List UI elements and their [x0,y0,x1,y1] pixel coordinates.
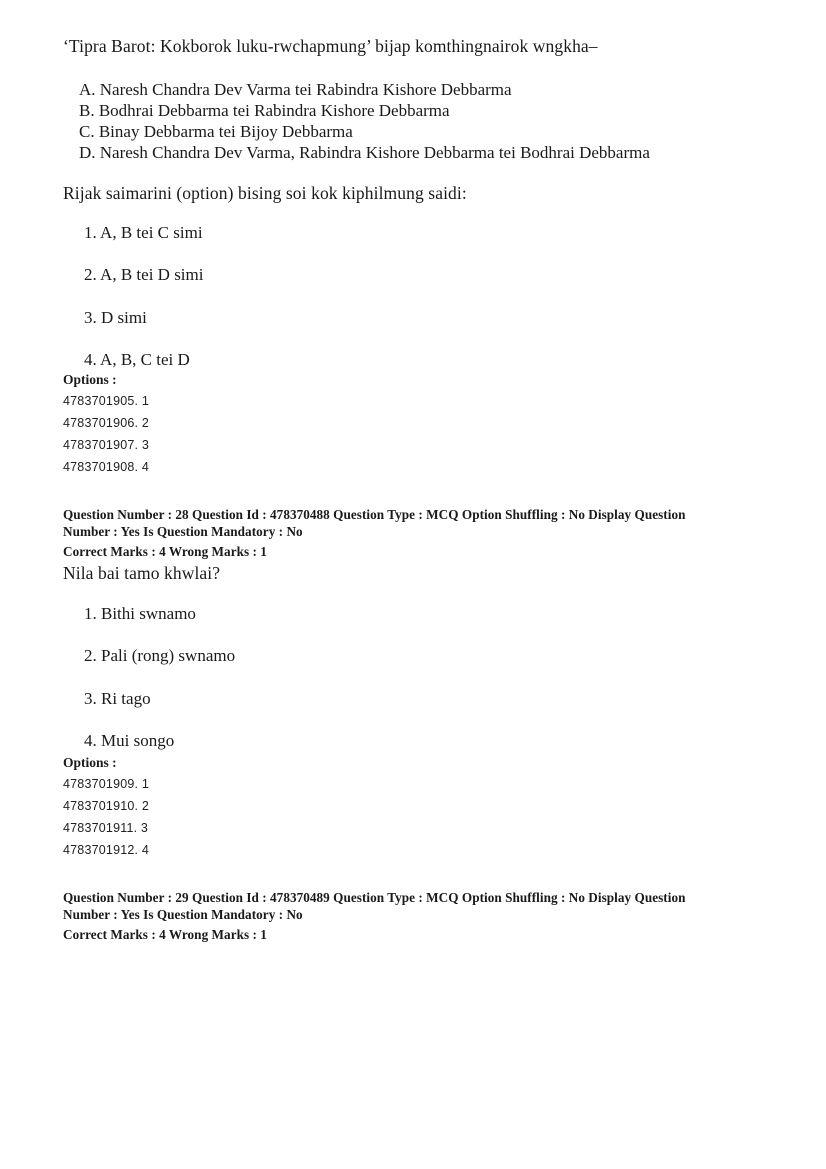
q28-meta-line3: Correct Marks : 4 Wrong Marks : 1 [63,544,267,559]
q27-statement-d: D. Naresh Chandra Dev Varma, Rabindra Kishore Debbarma tei Bodhrai Debbarma [79,143,650,162]
q27-choice-1: 1. A, B tei C simi [84,223,203,242]
q28-choice-3: 3. Ri tago [84,689,151,708]
q28-option-id-4: 4783701912. 4 [63,843,150,857]
q28-meta-line1: Question Number : 28 Question Id : 478370488 Question Type : MCQ Option Shuffling : No Display Question [63,507,686,522]
q27-choice-4: 4. A, B, C tei D [84,350,190,369]
q27-stem: ‘Tipra Barot: Kokborok luku-rwchapmung’ bijap komthingnairok wngkha– [63,36,598,56]
q29-meta-line3: Correct Marks : 4 Wrong Marks : 1 [63,927,267,942]
q27-statement-c: C. Binay Debbarma tei Bijoy Debbarma [79,122,353,141]
q27-option-id-4: 4783701908. 4 [63,460,150,474]
q28-options-label: Options : [63,755,117,770]
q27-option-id-2: 4783701906. 2 [63,416,150,430]
q27-choice-3: 3. D simi [84,308,147,327]
q29-meta-line2: Number : Yes Is Question Mandatory : No [63,907,303,922]
q28-stem: Nila bai tamo khwlai? [63,563,221,583]
q27-instruction: Rijak saimarini (option) bising soi kok kiphilmung saidi: [63,183,467,203]
q27-choice-2: 2. A, B tei D simi [84,265,204,284]
q28-choice-2: 2. Pali (rong) swnamo [84,646,236,665]
q28-option-id-1: 4783701909. 1 [63,777,150,791]
q29-meta-line1: Question Number : 29 Question Id : 478370489 Question Type : MCQ Option Shuffling : No Display Question [63,890,686,905]
q28-option-id-2: 4783701910. 2 [63,799,150,813]
q27-option-id-3: 4783701907. 3 [63,438,150,452]
q27-statement-a: A. Naresh Chandra Dev Varma tei Rabindra Kishore Debbarma [79,80,512,99]
q28-option-id-3: 4783701911. 3 [63,821,149,835]
q27-options-label: Options : [63,372,117,387]
q28-choice-1: 1. Bithi swnamo [84,604,196,623]
q27-statement-b: B. Bodhrai Debbarma tei Rabindra Kishore Debbarma [79,101,450,120]
q28-choice-4: 4. Mui songo [84,731,175,750]
q27-option-id-1: 4783701905. 1 [63,394,150,408]
q28-meta-line2: Number : Yes Is Question Mandatory : No [63,524,303,539]
